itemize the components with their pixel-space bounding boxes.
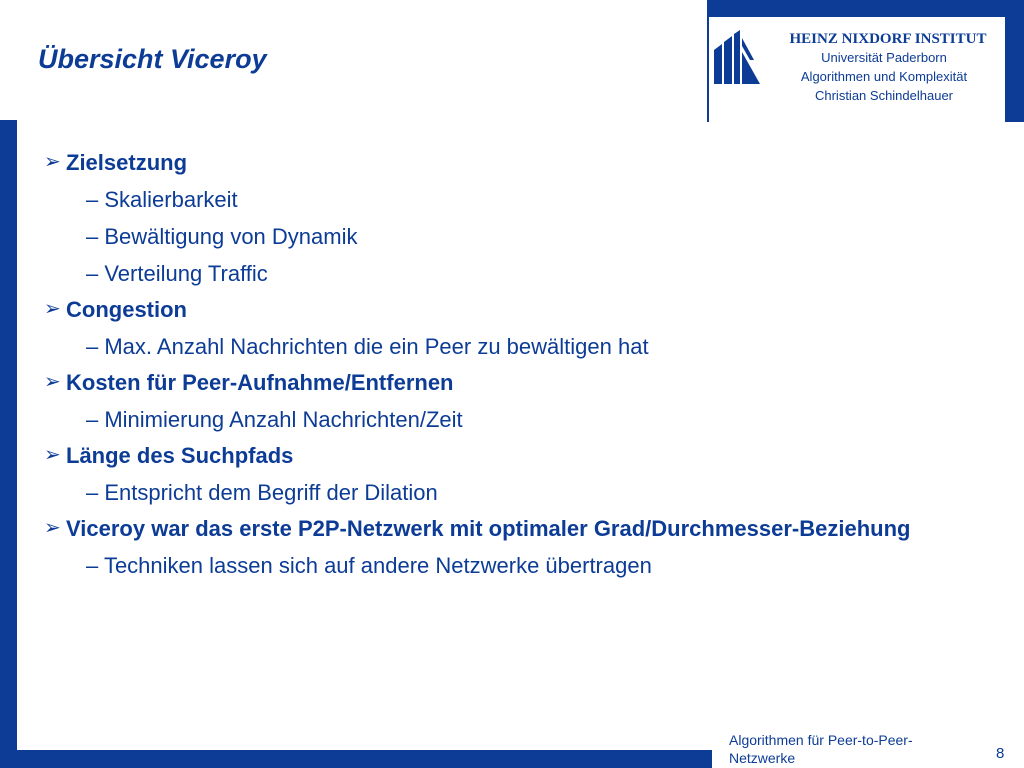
sub-item: – Entspricht dem Begriff der Dilation — [86, 480, 438, 505]
bullet-item — [44, 149, 944, 176]
header-divider — [707, 0, 709, 122]
top-border-bar — [707, 0, 1024, 17]
heinz-nixdorf-logo — [714, 30, 760, 86]
left-border-bar — [0, 120, 17, 750]
arrowhead-bullet-icon: ➢ — [44, 371, 61, 393]
bullet-text: Viceroy war das erste P2P-Netzwerk mit optimaler Grad/Durchmesser-Beziehung — [66, 516, 911, 541]
sub-item: – Techniken lassen sich auf andere Netzwerke übertragen — [86, 553, 652, 578]
slide-content — [44, 140, 944, 579]
arrowhead-bullet-icon: ➢ — [44, 298, 61, 320]
sub-item: – Minimierung Anzahl Nachrichten/Zeit — [86, 407, 463, 432]
bullet-text: Länge des Suchpfads — [66, 443, 294, 468]
bullet-item — [44, 369, 944, 396]
page-number: 8 — [996, 745, 1005, 762]
institute-university: Universität Paderborn — [821, 50, 947, 65]
sub-item: – Verteilung Traffic — [86, 261, 268, 286]
arrowhead-bullet-icon: ➢ — [44, 517, 61, 539]
right-border-bar — [1005, 0, 1024, 122]
institute-header — [764, 30, 1004, 105]
sub-item: – Skalierbarkeit — [86, 187, 238, 212]
bullet-item — [44, 296, 944, 323]
institute-author: Christian Schindelhauer — [814, 88, 954, 103]
bullet-item — [44, 515, 944, 542]
bullet-text: Kosten für Peer-Aufnahme/Entfernen — [66, 370, 454, 395]
bottom-border-bar — [0, 750, 712, 768]
sub-item: – Max. Anzahl Nachrichten die ein Peer zu bewältigen hat — [86, 334, 649, 359]
bullet-text: Congestion — [66, 297, 187, 322]
institute-name: HEINZ NIXDORF INSTITUT — [789, 31, 987, 47]
sub-item: – Bewältigung von Dynamik — [86, 224, 358, 249]
footer-title: Algorithmen für Peer-to-Peer-Netzwerke — [729, 732, 913, 766]
bullet-text: Zielsetzung — [66, 150, 188, 175]
arrowhead-bullet-icon: ➢ — [44, 151, 61, 173]
institute-group: Algorithmen und Komplexität — [800, 69, 968, 84]
bullet-item — [44, 442, 944, 469]
slide-title: Übersicht Viceroy — [38, 44, 267, 74]
arrowhead-bullet-icon: ➢ — [44, 444, 61, 466]
